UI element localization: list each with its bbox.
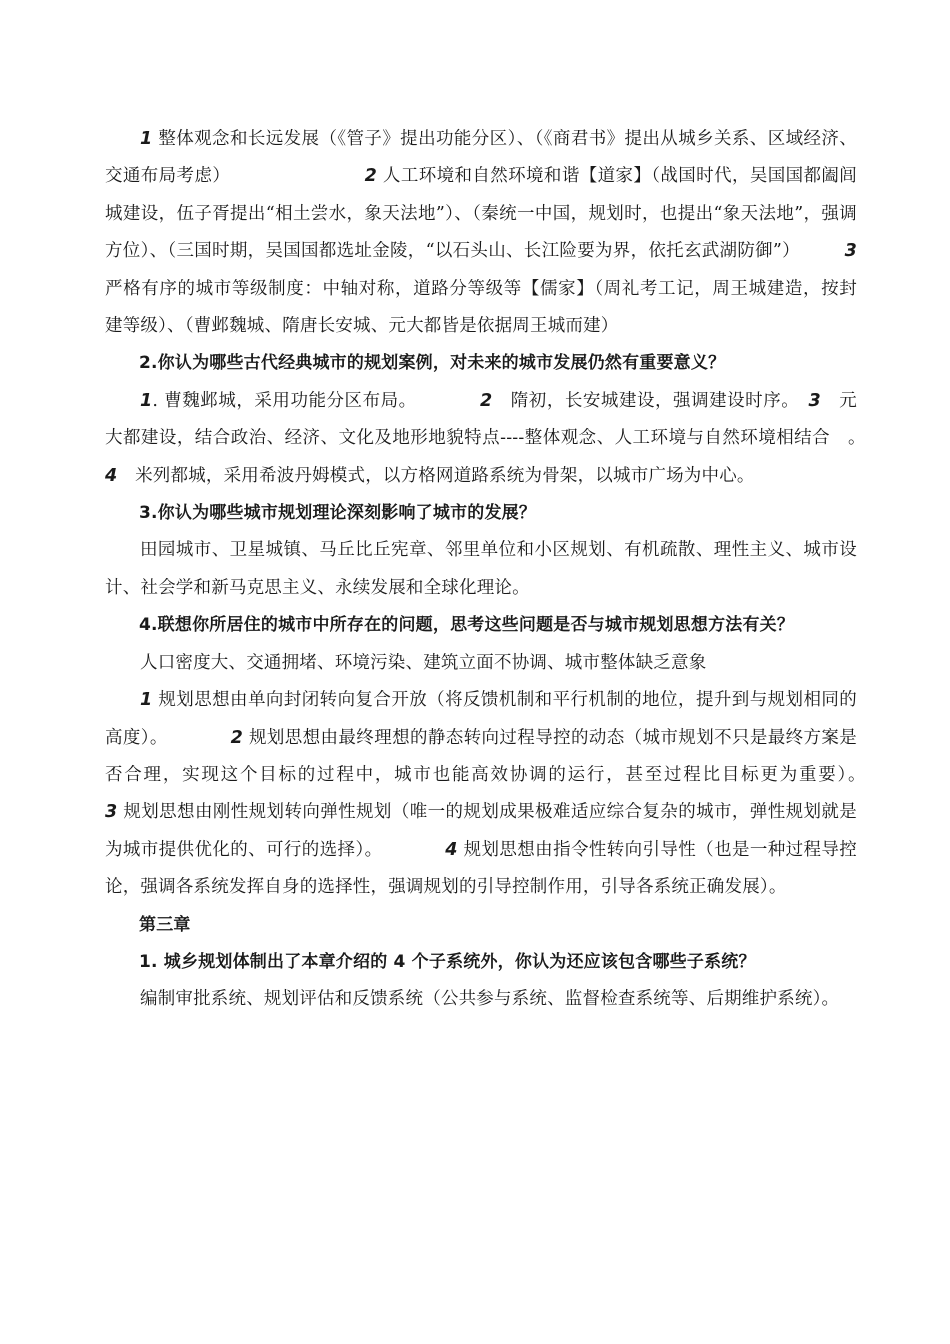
- body-paragraph: [105, 121, 857, 345]
- question-heading: [105, 607, 857, 644]
- item-number: 4: [445, 839, 458, 860]
- chapter-heading: [105, 907, 857, 944]
- item-number: 1: [140, 129, 153, 149]
- text-run: 严格有序的城市等级制度：中轴对称，道路分等级等【儒家】（周礼考工记，周王城建造，按封建等级）、（曹邺魏城、隋唐长安城、元大都皆是依据周王城而建）: [105, 278, 857, 337]
- item-number: 3: [105, 802, 118, 823]
- text-run: 人口密度大、交通拥堵、环境污染、建筑立面不协调、城市整体缺乏意象: [140, 652, 707, 673]
- body-paragraph: [105, 383, 893, 495]
- item-number: 4: [105, 465, 118, 486]
- item-number: 3: [844, 241, 857, 262]
- text-run: 规划思想由单向封闭转向复合开放（将反馈机制和平行机制的地位，提升到与规划相同的高度）。: [105, 690, 857, 748]
- text-run: 规划思想由指令性转向引导性（也是一种过程导控论，强调各系统发挥自身的选择性，强调规划的引导控制作用，引导各系统正确发展）。: [105, 839, 857, 898]
- text-run: 规划思想由刚性规划转向弹性规划（唯一的规划成果极难适应综合复杂的城市，弹性规划就是为城市提供优化的、可行的选择）。: [105, 802, 857, 860]
- item-number: 1: [140, 690, 153, 711]
- text-run: 元大都建设，结合政治、经济、文化及地形地貌特点----整体观念、人工环境与自然环境相结合 。: [105, 390, 893, 449]
- question-heading: [105, 495, 857, 532]
- text-run: 第三章: [139, 914, 191, 935]
- document-page: [105, 121, 928, 1019]
- text-run: 1. 城乡规划体制出了本章介绍的 4 个子系统外，你认为还应该包含哪些子系统？: [139, 951, 756, 972]
- text-run: 人工环境和自然环境和谐【道家】（战国时代，吴国国都阖闾城建设，伍子胥提出“相土尝水，象天法地”）、（秦统一中国，规划时，也提出“象天法地”，强调方位）、（三国时期，吴国国都选址金陵，“以石头山、长江险要为界，依托玄武湖防御”）: [105, 166, 857, 262]
- body-paragraph: [105, 532, 857, 607]
- text-run: . 曹魏邺城，采用功能分区布局。: [152, 390, 481, 411]
- item-number: 2: [480, 390, 493, 411]
- text-run: 田园城市、卫星城镇、马丘比丘宪章、邻里单位和小区规划、有机疏散、理性主义、城市设计、社会学和新马克思主义、永续发展和全球化理论。: [105, 540, 857, 598]
- text-run: 隋初，长安城建设，强调建设时序。: [492, 390, 809, 411]
- question-heading: [105, 345, 857, 382]
- text-run: 整体观念和长远发展（《管子》提出功能分区）、（《商君书》提出从城乡关系、区域经济、交通布局考虑）: [105, 129, 857, 187]
- text-run: 规划思想由最终理想的静态转向过程导控的动态（城市规划不只是最终方案是否合理，实现这个目标的过程中，城市也能高效协调的运行，甚至过程比目标更为重要）。: [105, 727, 928, 785]
- body-paragraph: [105, 645, 857, 682]
- text-run: 编制审批系统、规划评估和反馈系统（公共参与系统、监督检查系统等、后期维护系统）。: [140, 989, 840, 1010]
- body-paragraph: [105, 682, 928, 906]
- body-paragraph: [105, 981, 857, 1018]
- text-run: 米列都城，采用希波丹姆模式，以方格网道路系统为骨架，以城市广场为中心。: [117, 465, 755, 486]
- item-number: 1: [140, 390, 153, 411]
- item-number: 2: [364, 166, 377, 187]
- question-heading: [105, 944, 857, 981]
- text-run: 2.你认为哪些古代经典城市的规划案例，对未来的城市发展仍然有重要意义？: [139, 353, 726, 374]
- text-run: 4.联想你所居住的城市中所存在的问题，思考这些问题是否与城市规划思想方法有关？: [139, 615, 795, 636]
- text-run: 3.你认为哪些城市规划理论深刻影响了城市的发展？: [139, 503, 537, 524]
- item-number: 2: [230, 727, 244, 748]
- item-number: 3: [808, 390, 821, 411]
